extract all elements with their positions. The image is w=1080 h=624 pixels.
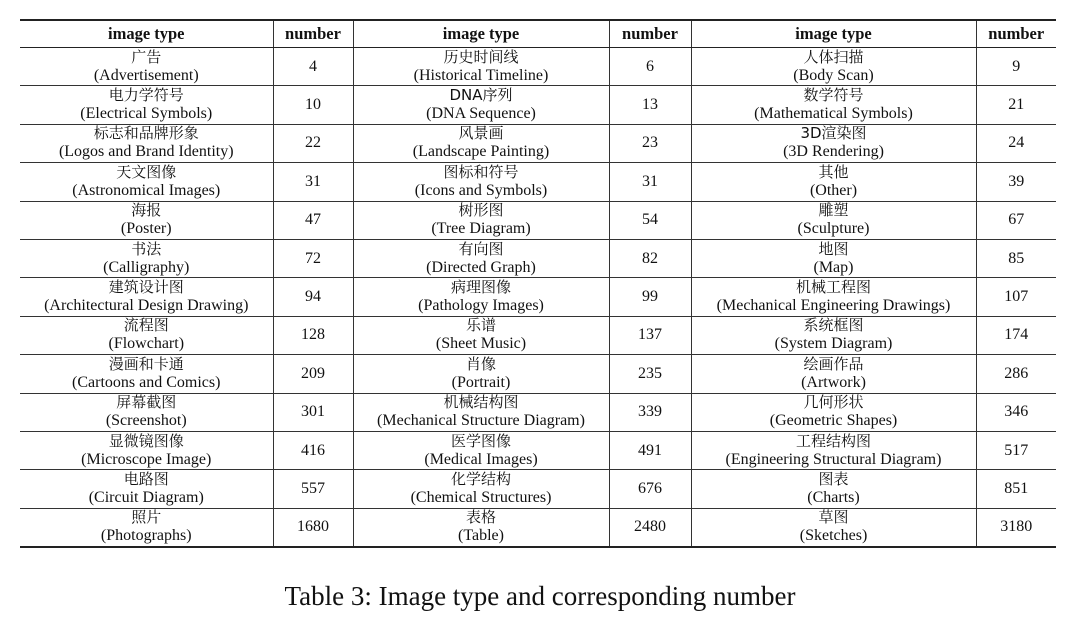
header-number: number: [976, 20, 1056, 48]
number-cell: 286: [976, 355, 1056, 393]
number-cell: 3180: [976, 508, 1056, 547]
image-type-cell: [691, 239, 976, 277]
image-type-cell: [353, 278, 609, 316]
number-cell: 72: [273, 239, 353, 277]
image-type-english: (Table): [458, 527, 504, 545]
header-image-type: image type: [353, 20, 609, 48]
image-type-chinese: 系统框图: [803, 316, 864, 335]
header-image-type: image type: [691, 20, 976, 48]
image-type-english: (3D Rendering): [783, 143, 884, 161]
image-type-cell: [20, 239, 273, 277]
image-type-english: (Sketches): [799, 527, 868, 545]
image-type-english: (Mechanical Engineering Drawings): [716, 297, 951, 315]
image-type-english: (Historical Timeline): [413, 66, 549, 84]
image-type-english: (System Diagram): [774, 335, 893, 353]
image-type-chinese: 图表: [818, 469, 849, 488]
image-type-cell: [353, 163, 609, 201]
number-cell: 339: [609, 393, 691, 431]
image-type-chinese: 其他: [818, 162, 849, 181]
image-type-chinese: 病理图像: [450, 278, 511, 297]
table-row: [20, 508, 1056, 547]
image-type-chinese: 数学符号: [803, 86, 864, 105]
image-type-chinese: 电路图: [123, 469, 169, 488]
image-type-english: (Poster): [120, 220, 172, 238]
image-type-chinese: 书法: [131, 239, 162, 258]
table-row: [20, 316, 1056, 354]
image-type-english: (DNA Sequence): [426, 105, 536, 123]
image-type-english: (Landscape Painting): [412, 143, 550, 161]
image-type-chinese: 雕塑: [818, 201, 849, 220]
number-cell: 4: [273, 48, 353, 86]
image-type-english: (Screenshot): [105, 412, 187, 430]
image-type-chinese: 图标和符号: [443, 162, 519, 181]
image-type-english: (Map): [813, 258, 854, 276]
image-type-english: (Advertisement): [93, 66, 199, 84]
image-type-chinese: 广告: [131, 47, 162, 66]
image-type-english: (Charts): [807, 488, 860, 506]
image-type-english: (Icons and Symbols): [414, 181, 548, 199]
image-type-cell: [691, 278, 976, 316]
image-type-chinese: 树形图: [458, 201, 504, 220]
image-type-english: (Medical Images): [424, 450, 538, 468]
table-caption: Table 3: Image type and corresponding number: [284, 581, 796, 611]
image-type-english: (Tree Diagram): [431, 220, 531, 238]
image-type-chinese: 流程图: [123, 316, 169, 335]
image-type-chinese: 建筑设计图: [108, 278, 184, 297]
table-body: [20, 48, 1056, 548]
image-type-chinese: 历史时间线: [443, 47, 519, 66]
table-row: [20, 431, 1056, 469]
number-cell: 99: [609, 278, 691, 316]
image-type-chinese: 风景画: [458, 124, 504, 143]
number-cell: 346: [976, 393, 1056, 431]
number-cell: 9: [976, 48, 1056, 86]
image-type-chinese: 地图: [818, 239, 849, 258]
image-type-cell: [691, 431, 976, 469]
image-type-english: (Mechanical Structure Diagram): [377, 412, 585, 430]
image-type-chinese: 照片: [131, 508, 162, 527]
image-type-english: (Artwork): [801, 373, 866, 391]
image-type-cell: [20, 431, 273, 469]
number-cell: 21: [976, 86, 1056, 124]
number-cell: 85: [976, 239, 1056, 277]
image-type-chinese: 机械结构图: [443, 393, 519, 412]
number-cell: 676: [609, 470, 691, 508]
number-cell: 67: [976, 201, 1056, 239]
number-cell: 22: [273, 124, 353, 162]
image-type-cell: [691, 86, 976, 124]
number-cell: 31: [273, 163, 353, 201]
number-cell: 2480: [609, 508, 691, 547]
table-header-row: [20, 20, 1056, 48]
number-cell: 851: [976, 470, 1056, 508]
table-row: [20, 163, 1056, 201]
image-type-english: (Flowchart): [108, 335, 185, 353]
image-type-cell: [353, 316, 609, 354]
image-type-english: (Engineering Structural Diagram): [725, 450, 942, 468]
table-row: [20, 239, 1056, 277]
table-row: [20, 86, 1056, 124]
number-cell: 128: [273, 316, 353, 354]
image-type-chinese: 机械工程图: [795, 278, 871, 297]
image-type-chinese: 海报: [131, 201, 162, 220]
image-type-chinese: 有向图: [458, 239, 504, 258]
image-type-cell: [691, 355, 976, 393]
number-cell: 6: [609, 48, 691, 86]
image-type-chinese: 3D渲染图: [800, 124, 867, 143]
image-type-chinese: 漫画和卡通: [108, 354, 184, 373]
image-type-chinese: 人体扫描: [803, 47, 864, 66]
image-type-cell: [20, 355, 273, 393]
number-cell: 39: [976, 163, 1056, 201]
image-type-chinese: 绘画作品: [803, 354, 864, 373]
image-type-chinese: 草图: [818, 508, 849, 527]
image-type-cell: [353, 124, 609, 162]
table-row: [20, 278, 1056, 316]
image-type-english: (Sheet Music): [435, 335, 527, 353]
image-type-english: (Astronomical Images): [72, 181, 221, 199]
image-type-cell: [20, 278, 273, 316]
image-type-chinese: 表格: [465, 508, 496, 527]
table-row: [20, 393, 1056, 431]
image-type-cell: [353, 86, 609, 124]
image-type-cell: [20, 316, 273, 354]
image-type-chinese: 标志和品牌形象: [93, 124, 199, 143]
image-type-cell: [20, 163, 273, 201]
image-type-chinese: 几何形状: [803, 393, 864, 412]
number-cell: 517: [976, 431, 1056, 469]
image-type-cell: [353, 201, 609, 239]
number-cell: 491: [609, 431, 691, 469]
image-type-chinese: 化学结构: [450, 469, 511, 488]
table-row: [20, 201, 1056, 239]
image-type-english: (Circuit Diagram): [88, 488, 204, 506]
image-type-cell: [691, 163, 976, 201]
number-cell: 54: [609, 201, 691, 239]
image-type-chinese: 肖像: [465, 354, 496, 373]
table-row: [20, 48, 1056, 86]
number-cell: 10: [273, 86, 353, 124]
table-row: [20, 124, 1056, 162]
image-type-cell: [691, 393, 976, 431]
image-type-cell: [353, 508, 609, 547]
image-type-cell: [20, 124, 273, 162]
number-cell: 23: [609, 124, 691, 162]
header-image-type: image type: [20, 20, 273, 48]
image-type-english: (Mathematical Symbols): [754, 105, 913, 123]
image-type-cell: [691, 124, 976, 162]
number-cell: 1680: [273, 508, 353, 547]
image-type-english: (Architectural Design Drawing): [44, 297, 249, 315]
number-cell: 94: [273, 278, 353, 316]
image-type-cell: [353, 239, 609, 277]
image-type-chinese: DNA序列: [449, 86, 513, 105]
image-type-cell: [353, 431, 609, 469]
number-cell: 24: [976, 124, 1056, 162]
image-type-cell: [20, 48, 273, 86]
image-type-english: (Directed Graph): [426, 258, 536, 276]
image-type-cell: [691, 508, 976, 547]
image-type-english: (Body Scan): [793, 66, 874, 84]
image-type-chinese: 天文图像: [116, 162, 177, 181]
image-type-english: (Microscope Image): [81, 450, 212, 468]
image-type-english: (Electrical Symbols): [80, 105, 213, 123]
number-cell: 416: [273, 431, 353, 469]
image-type-chinese: 乐谱: [465, 316, 496, 335]
image-type-cell: [353, 355, 609, 393]
image-type-cell: [691, 316, 976, 354]
image-type-english: (Calligraphy): [103, 258, 190, 276]
image-type-english: (Photographs): [100, 527, 192, 545]
image-type-english: (Other): [809, 181, 858, 199]
image-type-english: (Geometric Shapes): [769, 412, 898, 430]
image-type-english: (Chemical Structures): [410, 488, 552, 506]
image-type-cell: [20, 508, 273, 547]
image-type-chinese: 工程结构图: [795, 431, 871, 450]
table-row: [20, 355, 1056, 393]
header-number: number: [609, 20, 691, 48]
image-type-chinese: 医学图像: [450, 431, 511, 450]
image-type-chinese: 显微镜图像: [108, 431, 184, 450]
image-type-english: (Logos and Brand Identity): [58, 143, 234, 161]
number-cell: 107: [976, 278, 1056, 316]
image-type-cell: [353, 470, 609, 508]
image-type-english: (Portrait): [451, 373, 511, 391]
image-type-cell: [20, 201, 273, 239]
image-type-cell: [353, 48, 609, 86]
image-type-cell: [691, 201, 976, 239]
number-cell: 301: [273, 393, 353, 431]
image-type-cell: [20, 86, 273, 124]
number-cell: 13: [609, 86, 691, 124]
image-type-cell: [691, 48, 976, 86]
number-cell: 209: [273, 355, 353, 393]
number-cell: 137: [609, 316, 691, 354]
image-type-english: (Pathology Images): [418, 297, 544, 315]
number-cell: 82: [609, 239, 691, 277]
number-cell: 174: [976, 316, 1056, 354]
number-cell: 31: [609, 163, 691, 201]
image-type-chinese: 电力学符号: [108, 86, 184, 105]
image-type-chinese: 屏幕截图: [116, 393, 177, 412]
image-type-table: [20, 19, 1056, 548]
number-cell: 557: [273, 470, 353, 508]
image-type-english: (Sculpture): [797, 220, 870, 238]
image-type-cell: [20, 393, 273, 431]
image-type-cell: [20, 470, 273, 508]
header-number: number: [273, 20, 353, 48]
number-cell: 47: [273, 201, 353, 239]
image-type-english: (Cartoons and Comics): [72, 373, 221, 391]
image-type-cell: [353, 393, 609, 431]
number-cell: 235: [609, 355, 691, 393]
image-type-cell: [691, 470, 976, 508]
table-row: [20, 470, 1056, 508]
